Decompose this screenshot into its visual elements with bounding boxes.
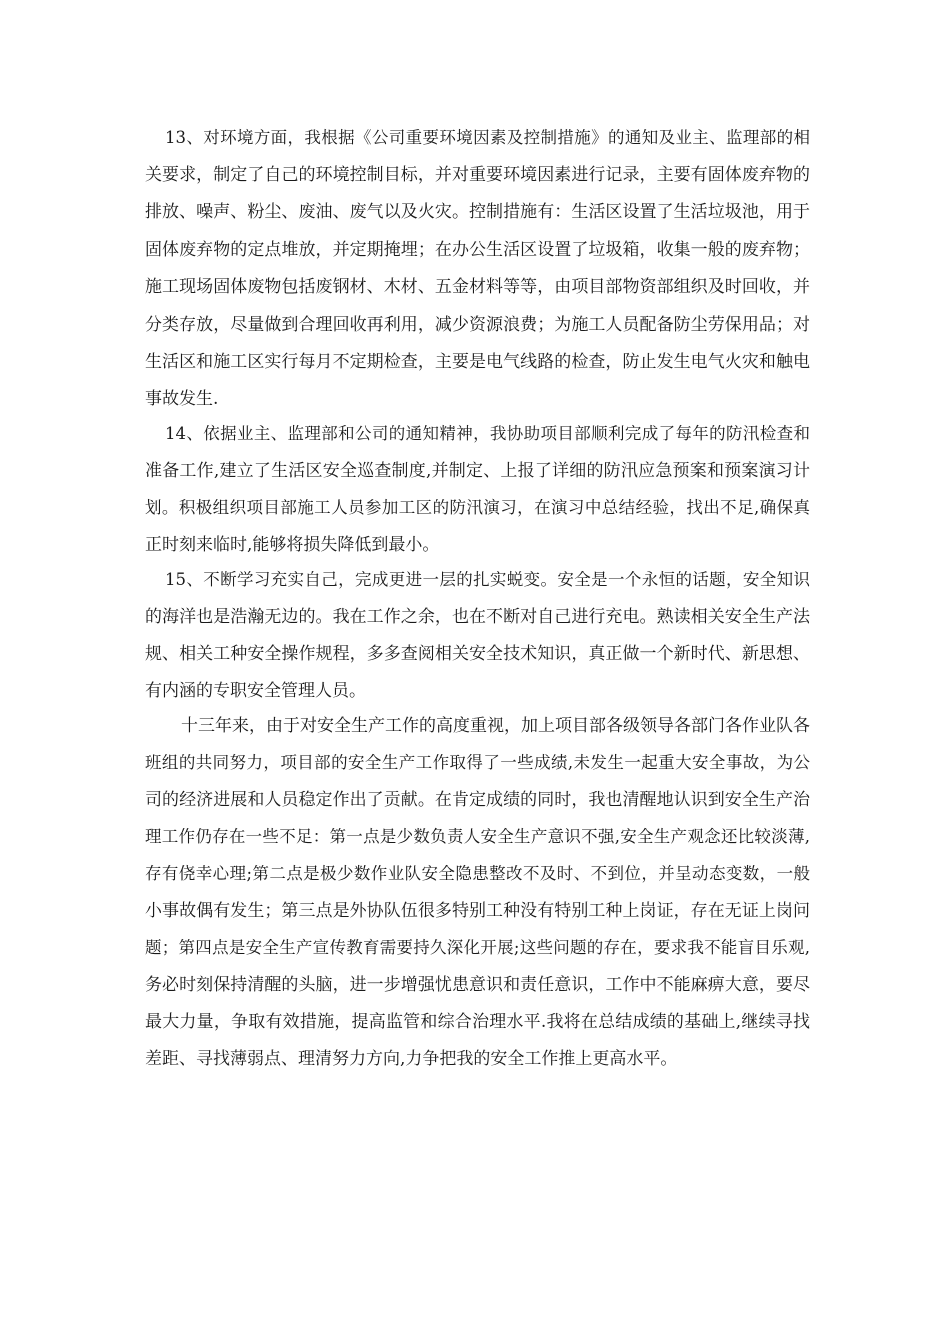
summary-paragraph-line: 差距、寻找薄弱点、理清努力方向,力争把我的安全工作推上更高水平。: [145, 1049, 678, 1069]
paragraph-13-line: 生活区和施工区实行每月不定期检查，主要是电气线路的检查，防止发生电气火灾和触电: [145, 352, 810, 372]
summary-paragraph-line: 司的经济进展和人员稳定作出了贡献。在肯定成绩的同时，我也清醒地认识到安全生产治: [145, 790, 810, 810]
summary-paragraph-line: 题；第四点是安全生产宣传教育需要持久深化开展;这些问题的存在，要求我不能盲目乐观,: [145, 938, 810, 957]
paragraph-13-line: 13、对环境方面，我根据《公司重要环境因素及控制措施》的通知及业主、监理部的相: [165, 128, 810, 147]
summary-paragraph-line: 理工作仍存在一些不足：第一点是少数负责人安全生产意识不强,安全生产观念还比较淡薄,: [145, 827, 810, 846]
summary-paragraph-line: 十三年来，由于对安全生产工作的高度重视，加上项目部各级领导各部门各作业队各: [181, 716, 810, 736]
paragraph-14-line: 正时刻来临时,能够将损失降低到最小。: [145, 535, 440, 555]
summary-paragraph-line: 班组的共同努力，项目部的安全生产工作取得了一些成绩,未发生一起重大安全事故，为公: [145, 753, 810, 772]
paragraph-14-line: 14、依据业主、监理部和公司的通知精神，我协助项目部顺利完成了每年的防汛检查和: [165, 424, 810, 443]
paragraph-13-line: 排放、噪声、粉尘、废油、废气以及火灾。控制措施有：生活区设置了生活垃圾池，用于: [145, 202, 810, 222]
summary-paragraph-line: 小事故偶有发生；第三点是外协队伍很多特别工种没有特别工种上岗证，存在无证上岗问: [145, 901, 810, 921]
paragraph-13-line: 分类存放，尽量做到合理回收再利用，减少资源浪费；为施工人员配备防尘劳保用品；对: [145, 315, 810, 335]
summary-paragraph-line: 最大力量，争取有效措施，提高监管和综合治理水平.我将在总结成绩的基础上,继续寻找: [145, 1012, 810, 1032]
paragraph-14-line: 划。积极组织项目部施工人员参加工区的防汛演习，在演习中总结经验，找出不足,确保真: [145, 498, 810, 517]
summary-paragraph-line: 存有侥幸心理;第二点是极少数作业队安全隐患整改不及时、不到位，并呈动态变数，一般: [145, 864, 810, 883]
paragraph-13-line: 固体废弃物的定点堆放，并定期掩埋；在办公生活区设置了垃圾箱，收集一般的废弃物；: [145, 240, 810, 260]
paragraph-13-line: 关要求，制定了自己的环境控制目标，并对重要环境因素进行记录，主要有固体废弃物的: [145, 165, 810, 185]
summary-paragraph-line: 务必时刻保持清醒的头脑，进一步增强忧患意识和责任意识，工作中不能麻痹大意，要尽: [145, 975, 810, 995]
paragraph-14-line: 准备工作,建立了生活区安全巡查制度,并制定、上报了详细的防汛应急预案和预案演习计: [145, 461, 810, 481]
paragraph-13-line: 事故发生.: [145, 389, 219, 409]
paragraph-15-line: 规、相关工种安全操作规程，多多查阅相关安全技术知识，真正做一个新时代、新思想、: [145, 644, 810, 664]
paragraph-15-line: 15、不断学习充实自己，完成更进一层的扎实蜕变。安全是一个永恒的话题，安全知识: [165, 570, 810, 589]
paragraph-15-line: 的海洋也是浩瀚无边的。我在工作之余，也在不断对自己进行充电。熟读相关安全生产法: [145, 607, 810, 627]
paragraph-13-line: 施工现场固体废物包括废钢材、木材、五金材料等等，由项目部物资部组织及时回收，并: [145, 277, 810, 297]
paragraph-15-line: 有内涵的专职安全管理人员。: [145, 681, 366, 701]
